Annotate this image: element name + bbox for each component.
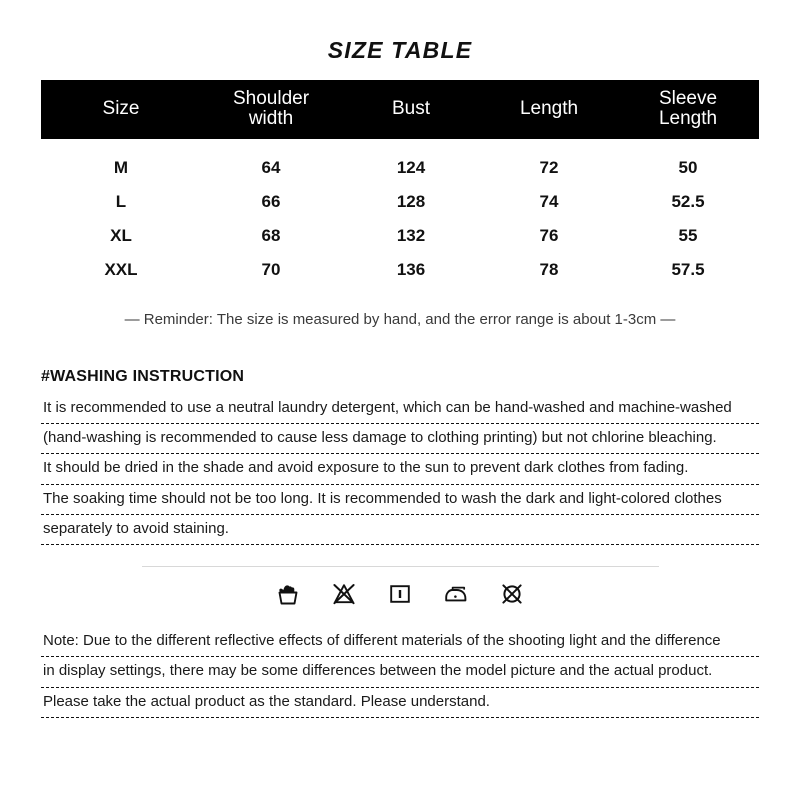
do-not-dry-clean-icon	[499, 581, 525, 607]
size-table	[41, 80, 759, 287]
iron-low-heat-icon	[443, 581, 469, 607]
care-symbols-row	[0, 581, 800, 607]
note-line: Note: Due to the different reflective effects of different materials of the shooting light and the difference	[41, 627, 759, 657]
hand-wash-icon	[275, 581, 301, 607]
line-dry-in-shade-icon	[387, 581, 413, 607]
column-header-size	[41, 80, 201, 139]
cell-bust: 136	[396, 259, 426, 279]
column-header-shoulder-width-line2: width	[248, 107, 294, 129]
size-table-container	[41, 80, 759, 287]
size-reminder-text: — Reminder: The size is measured by hand, and the error range is about 1-3cm —	[124, 310, 676, 328]
column-header-sleeve-length-line2: Length	[658, 107, 718, 129]
cell-length: 72	[539, 157, 559, 177]
cell-size: L	[115, 191, 127, 211]
column-header-sleeve-length	[617, 80, 759, 139]
size-table-header	[41, 80, 759, 139]
table-row	[41, 139, 759, 185]
column-header-length	[481, 80, 617, 139]
column-header-bust-line1: Bust	[391, 97, 431, 119]
cell-length: 76	[539, 225, 559, 245]
washing-instruction-heading: #WASHING INSTRUCTION	[41, 367, 245, 385]
column-header-sleeve-length-line1: Sleeve	[658, 88, 718, 109]
size-table-body	[41, 139, 759, 287]
washing-instruction-line: separately to avoid staining.	[41, 515, 759, 545]
note-list	[41, 627, 759, 718]
cell-shoulder-width: 70	[261, 259, 281, 279]
column-header-length-line1: Length	[519, 97, 579, 119]
cell-size: M	[113, 157, 129, 177]
page-title: SIZE TABLE	[327, 37, 473, 63]
note-line: in display settings, there may be some differences between the model picture and the actual product.	[41, 657, 759, 687]
cell-bust: 124	[396, 157, 426, 177]
cell-length: 78	[539, 259, 559, 279]
table-row	[41, 253, 759, 287]
table-row	[41, 219, 759, 253]
do-not-bleach-icon	[331, 581, 357, 607]
cell-shoulder-width: 66	[261, 191, 281, 211]
column-header-shoulder-width-line1: Shoulder	[232, 88, 310, 109]
washing-instruction-list	[41, 394, 759, 545]
column-header-size-line1: Size	[102, 97, 140, 119]
cell-size: XL	[110, 225, 132, 245]
cell-sleeve-length: 55	[678, 225, 698, 245]
header-row	[41, 80, 759, 139]
cell-shoulder-width: 68	[261, 225, 281, 245]
washing-instruction-line: It should be dried in the shade and avoid exposure to the sun to prevent dark clothes from fading.	[41, 454, 759, 484]
cell-bust: 132	[396, 225, 426, 245]
cell-sleeve-length: 50	[678, 157, 698, 177]
cell-bust: 128	[396, 191, 426, 211]
cell-sleeve-length: 57.5	[671, 259, 705, 279]
column-header-bust	[341, 80, 481, 139]
washing-instruction-line: It is recommended to use a neutral laundry detergent, which can be hand-washed and machine-washed	[41, 394, 759, 424]
table-row	[41, 185, 759, 219]
cell-size: XXL	[104, 259, 138, 279]
note-line: Please take the actual product as the standard. Please understand.	[41, 688, 759, 718]
washing-instruction-line: The soaking time should not be too long. It is recommended to wash the dark and light-colored clothes	[41, 485, 759, 515]
care-symbols-divider	[142, 566, 659, 567]
column-header-shoulder-width	[201, 80, 341, 139]
washing-instruction-line: (hand-washing is recommended to cause less damage to clothing printing) but not chlorine bleaching.	[41, 424, 759, 454]
cell-shoulder-width: 64	[261, 157, 281, 177]
cell-sleeve-length: 52.5	[671, 191, 705, 211]
cell-length: 74	[539, 191, 559, 211]
